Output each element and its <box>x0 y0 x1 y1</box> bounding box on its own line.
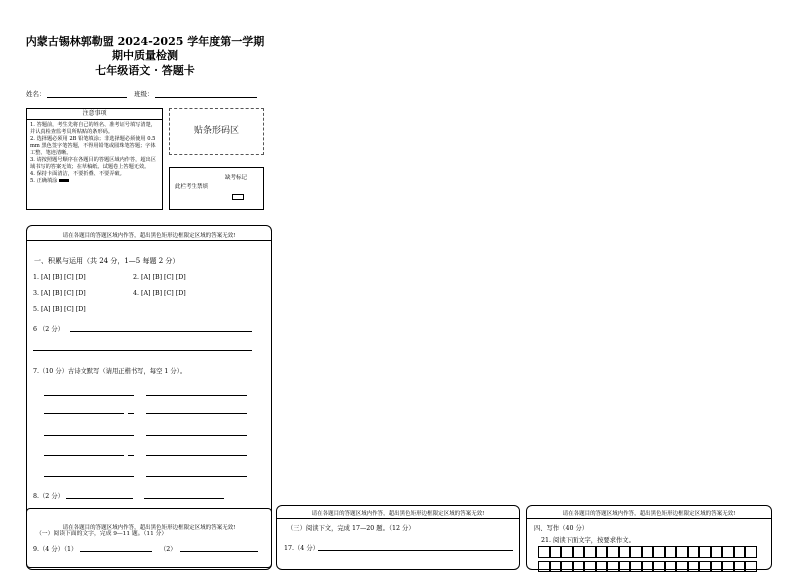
question-17-label: 17.（4 分） <box>284 543 319 552</box>
question-9b-label: （2） <box>160 544 177 553</box>
answer-line[interactable] <box>80 551 152 552</box>
column2-title: （三）阅读下文，完成 17—20 题。（12 分） <box>287 523 415 532</box>
notice-item-3: 3. 请按照题号顺序在各题目的答题区域内作答，超出区域书写的答案无效；在草稿纸、试题卷上答题无效。 <box>30 157 159 171</box>
answer-line[interactable] <box>146 413 247 414</box>
choice-q4: 4. [A] [B] [C] [D] <box>133 290 186 297</box>
writing-cell[interactable] <box>699 546 711 558</box>
column3-title: 四、写作（40 分） <box>534 523 588 532</box>
choice-q1-options[interactable]: [A] [B] [C] [D] <box>41 274 86 281</box>
answer-line[interactable] <box>44 476 134 477</box>
exam-subtitle: 期中质量检测 <box>0 47 290 63</box>
class-field[interactable] <box>155 97 257 98</box>
choice-q3: 3. [A] [B] [C] [D] <box>33 290 86 297</box>
writing-cell[interactable] <box>676 546 688 558</box>
answer-region-1b <box>26 508 272 568</box>
answer-line[interactable] <box>144 498 224 499</box>
choice-q4-options[interactable]: [A] [B] [C] [D] <box>141 290 186 297</box>
writing-cell[interactable] <box>561 561 573 572</box>
name-field[interactable] <box>47 97 127 98</box>
answer-line[interactable] <box>146 476 247 477</box>
absent-mark-title: 缺考标记 <box>225 173 247 181</box>
writing-cell[interactable] <box>619 561 631 572</box>
answer-line[interactable] <box>44 413 124 414</box>
choice-q2-options[interactable]: [A] [B] [C] [D] <box>141 274 186 281</box>
question-7-label: 7.（10 分）古诗文默写（请用正楷书写，每空 1 分）。 <box>33 366 186 375</box>
barcode-area <box>169 108 264 155</box>
class-label: 班级： <box>134 89 154 98</box>
writing-cell[interactable] <box>745 546 757 558</box>
writing-cell[interactable] <box>734 546 746 558</box>
answer-line[interactable] <box>318 550 513 551</box>
answer-warning-3: 请在各题目的答题区域内作答，超出黑色矩形边框限定区域的答案无效! <box>526 509 772 517</box>
filled-mark-icon <box>59 179 69 182</box>
writing-cell[interactable] <box>665 546 677 558</box>
writing-cell[interactable] <box>653 546 665 558</box>
writing-cell[interactable] <box>745 561 757 572</box>
notice-item-4: 4. 保持卡面清洁，不要折叠、不要弄破。 <box>30 171 159 178</box>
answer-line[interactable] <box>33 350 252 351</box>
answer-line[interactable] <box>128 413 134 414</box>
answer-line[interactable] <box>180 551 258 552</box>
writing-cell[interactable] <box>688 561 700 572</box>
answer-line[interactable] <box>70 331 252 332</box>
barcode-label: 贴条形码区 <box>170 109 263 154</box>
answer-line[interactable] <box>44 395 134 396</box>
writing-cell[interactable] <box>573 561 585 572</box>
writing-cell[interactable] <box>722 546 734 558</box>
writing-cell[interactable] <box>642 546 654 558</box>
notice-item-2: 2. 选择题必须用 2B 铅笔填涂；非选择题必须使用 0.5 mm 黑色签字笔答题，不得用铅笔或圆珠笔答题；字体工整、笔迹清晰。 <box>30 136 159 157</box>
absent-mark-box <box>169 167 264 210</box>
writing-cell[interactable] <box>642 561 654 572</box>
exam-title: 内蒙古锡林郭勒盟 2024-2025 学年度第一学期 <box>0 33 290 49</box>
answer-line[interactable] <box>146 435 247 436</box>
writing-cell[interactable] <box>722 561 734 572</box>
writing-cell[interactable] <box>699 561 711 572</box>
question-21-prompt: 21. 阅读下面文字，按要求作文。 <box>541 535 635 544</box>
writing-cell[interactable] <box>584 546 596 558</box>
writing-cell[interactable] <box>584 561 596 572</box>
writing-cell[interactable] <box>711 561 723 572</box>
divider <box>27 240 271 241</box>
answer-line[interactable] <box>146 455 247 456</box>
writing-cell[interactable] <box>573 546 585 558</box>
answer-line[interactable] <box>44 435 134 436</box>
answer-line[interactable] <box>128 455 134 456</box>
writing-cell[interactable] <box>630 546 642 558</box>
absent-mark-text: 此栏考生禁填 <box>175 182 208 190</box>
writing-cell[interactable] <box>596 546 608 558</box>
writing-cell[interactable] <box>550 561 562 572</box>
divider <box>277 518 519 519</box>
choice-q1: 1. [A] [B] [C] [D] <box>33 274 86 281</box>
writing-cell[interactable] <box>538 546 550 558</box>
writing-cell[interactable] <box>653 561 665 572</box>
divider <box>527 518 771 519</box>
writing-cell[interactable] <box>734 561 746 572</box>
answer-line[interactable] <box>66 498 133 499</box>
section1-title: 一、积累与运用（共 24 分，1—5 每题 2 分） <box>34 256 179 266</box>
writing-cell[interactable] <box>665 561 677 572</box>
answer-line[interactable] <box>44 455 124 456</box>
absent-checkbox[interactable] <box>232 194 244 200</box>
question-9-label: 9.（4 分）（1） <box>33 544 77 553</box>
choice-q2: 2. [A] [B] [C] [D] <box>133 274 186 281</box>
writing-cell[interactable] <box>688 546 700 558</box>
section2-title: （一）阅读下面的文字，完成 9—11 题。（11 分） <box>36 528 167 537</box>
writing-cell[interactable] <box>676 561 688 572</box>
writing-cell[interactable] <box>607 546 619 558</box>
notice-item-5-text: 5. 正确填涂 <box>30 178 57 184</box>
writing-cell[interactable] <box>630 561 642 572</box>
choice-q5: 5. [A] [B] [C] [D] <box>33 306 86 313</box>
answer-warning-1: 请在各题目的答题区域内作答，超出黑色矩形边框限定区域的答案无效! <box>26 231 272 239</box>
choice-q5-options[interactable]: [A] [B] [C] [D] <box>41 306 86 313</box>
notice-title: 注意事项 <box>27 109 162 120</box>
question-6-label: 6 （2 分） <box>33 324 64 333</box>
notice-box <box>26 108 163 210</box>
answer-warning-1b: 请在各题目的答题区域内作答，超出黑色矩形边框限定区域的答案无效! <box>26 523 272 531</box>
notice-item-5 <box>30 178 159 185</box>
writing-cell[interactable] <box>596 561 608 572</box>
answer-warning-2: 请在各题目的答题区域内作答，超出黑色矩形边框限定区域的答案无效! <box>276 509 520 517</box>
answer-sheet-title: 七年级语文 · 答题卡 <box>0 62 290 78</box>
notice-item-1: 1. 答题前，考生先将自己的姓名、准考证号填写清楚，并认真检查监考员所粘贴的条形码。 <box>30 122 159 136</box>
writing-cell[interactable] <box>711 546 723 558</box>
choice-q3-options[interactable]: [A] [B] [C] [D] <box>41 290 86 297</box>
writing-cell[interactable] <box>561 546 573 558</box>
writing-cell[interactable] <box>550 546 562 558</box>
writing-cell[interactable] <box>607 561 619 572</box>
question-8-label: 8.（2 分） <box>33 491 64 500</box>
writing-cell[interactable] <box>619 546 631 558</box>
name-label: 姓名： <box>26 89 46 98</box>
writing-cell[interactable] <box>538 561 550 572</box>
answer-line[interactable] <box>146 395 247 396</box>
